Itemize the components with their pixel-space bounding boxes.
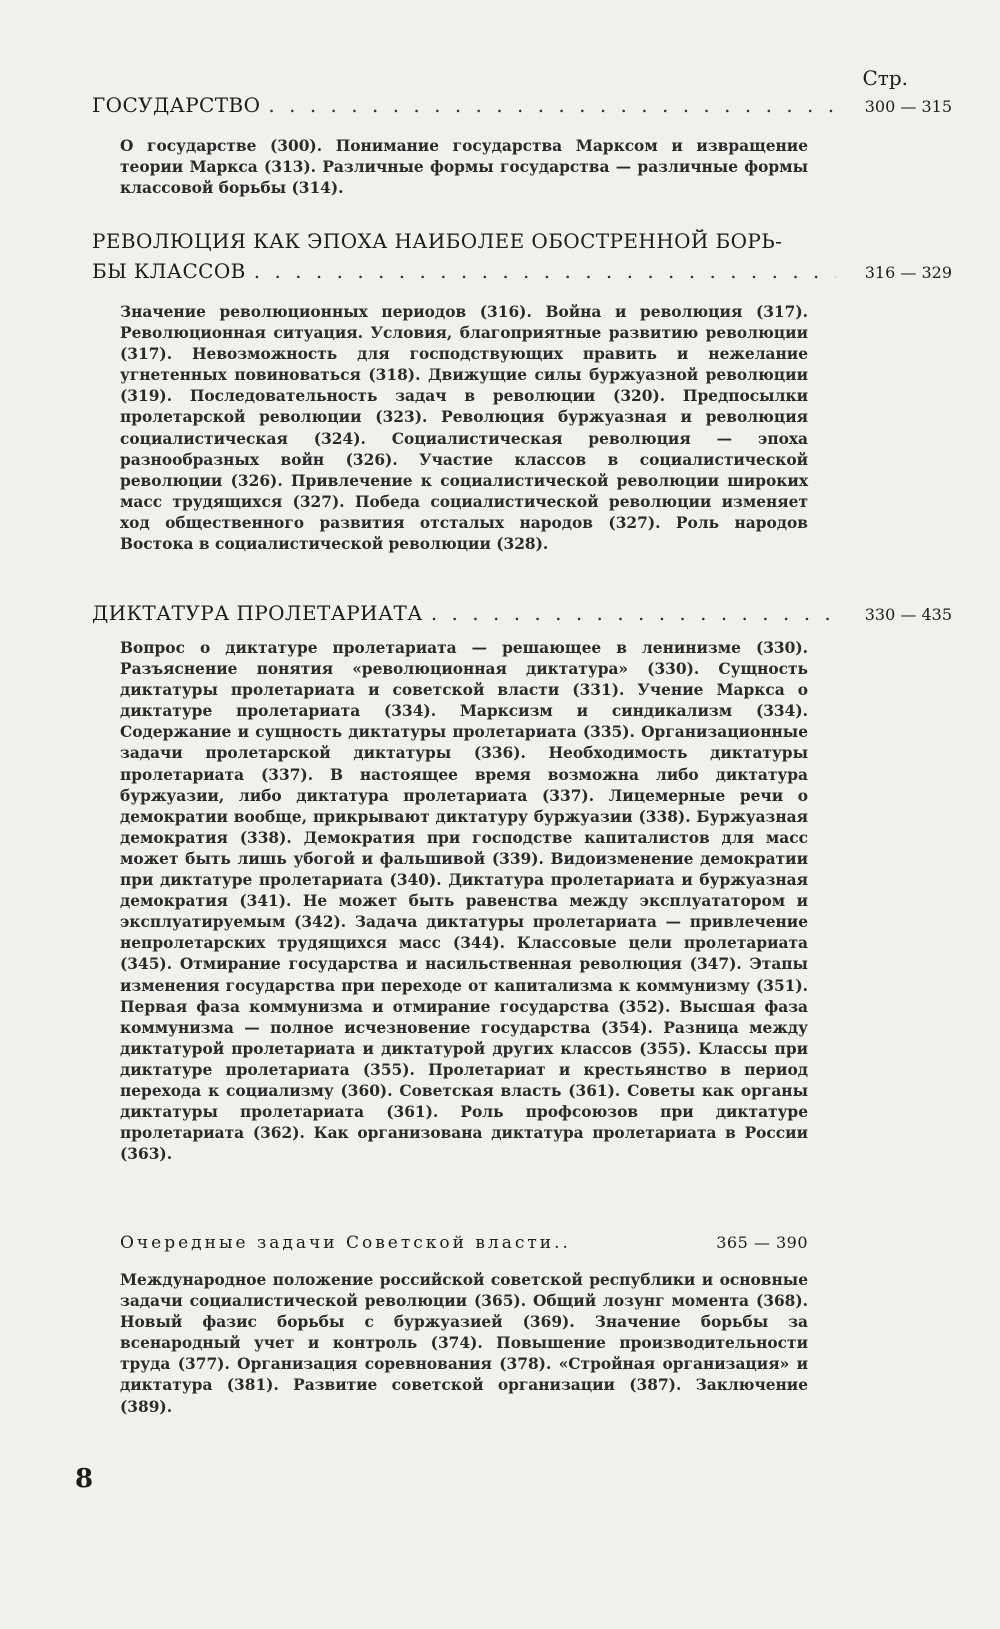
entry-description: Значение революционных периодов (316). Война и революция (317). Революционная ситуация. Условия, благоприятные развитию революции (317). Невозможность для господствующих править и нежелание угнетенных повиноваться (318). Движущие силы буржуазной революции (319). Последовательность задач в революции (320). Предпосылки пролетарской революции (323). Революция буржуазная и революция социалистическая (324). Социалистическая революция — эпоха разнообразных войн (326). Участие классов в социалистической революции (326). Привлечение к социалистической революции широких масс трудящихся (327). Победа социалистической революции изменяет ход общественного развития отсталых народов (327). Роль народов Востока в социалистической революции (328).: [120, 303, 808, 554]
entry-pages: 316 — 329: [864, 263, 952, 282]
leader-dots: [268, 90, 836, 120]
entry-title: ДИКТАТУРА ПРОЛЕТАРИАТА: [92, 601, 423, 625]
subsection-pages: 365 — 390: [716, 1233, 808, 1252]
leader-dots: [254, 256, 836, 286]
page-column-label: Стр.: [862, 66, 908, 90]
subsection-title: Очередные задачи Советской власти..: [120, 1233, 571, 1253]
entry-description: О государстве (300). Понимание государства Марксом и извращение теории Маркса (313). Различные формы государства — различные формы классовой борьбы (314).: [120, 137, 808, 198]
entry-pages: 300 — 315: [864, 97, 952, 116]
entry-title: ГОСУДАРСТВО: [92, 93, 261, 117]
toc-entry-state: [92, 90, 952, 199]
toc-entry-revolution: [92, 226, 952, 555]
subsection-description: Международное положение российской советской республики и основные задачи социалистической революции (365). Общий лозунг момента (368). Новый фазис борьбы с буржуазией (369). Значение борьбы за всенародный учет и контроль (374). Повышение производительности труда (377). Организация соревнования (378). «Стройная организация» и диктатура (381). Развитие советской организации (387). Заключение (389).: [120, 1271, 808, 1416]
entry-pages: 330 — 435: [864, 605, 952, 624]
toc-entry-heading[interactable]: [92, 598, 952, 630]
leader-dots: [431, 598, 836, 628]
subsection-heading[interactable]: [120, 1230, 808, 1256]
entry-title-line2: БЫ КЛАССОВ: [92, 259, 246, 283]
entry-title-line1: РЕВОЛЮЦИЯ КАК ЭПОХА НАИБОЛЕЕ ОБОСТРЕННОЙ БОРЬ-: [92, 229, 783, 253]
toc-subsection: [92, 1230, 952, 1418]
toc-entry-heading[interactable]: [92, 256, 952, 288]
toc-entry-dictatorship: [92, 598, 952, 1165]
page-number: 8: [75, 1464, 94, 1494]
entry-description: Вопрос о диктатуре пролетариата — решающее в ленинизме (330). Разъяснение понятия «революционная диктатура» (330). Сущность диктатуры пролетариата и советской власти (331). Учение Маркса о диктатуре пролетариата (334). Марксизм и синдикализм (334). Содержание и сущность диктатуры пролетариата (335). Организационные задачи пролетарской диктатуры (336). Необходимость диктатуры пролетариата (337). В настоящее время возможна либо диктатура буржуазии, либо диктатура пролетариата (337). Лицемерные речи о демократии вообще, прикрывают диктатуру буржуазии (338). Буржуазная демократия (338). Демократия при господстве капиталистов для масс может быть лишь убогой и фальшивой (339). Видоизменение демократии при диктатуре пролетариата (340). Диктатура пролетариата и буржуазная демократия (341). Не может быть равенства между эксплуататором и эксплуатируемым (342). Задача диктатуры пролетариата — привлечение непролетарских трудящихся масс (344). Классовые цели пролетариата (345). Отмирание государства и насильственная революция (347). Этапы изменения государства при переходе от капитализма к коммунизму (351). Первая фаза коммунизма и отмирание государства (352). Высшая фаза коммунизма — полное исчезновение государства (354). Разница между диктатурой пролетариата и диктатурой других классов (355). Классы при диктатуре пролетариата (355). Пролетариат и крестьянство в период перехода к социализму (360). Советская власть (361). Советы как органы диктатуры пролетариата (361). Роль профсоюзов при диктатуре пролетариата (362). Как организована диктатура пролетариата в России (363).: [120, 639, 808, 1164]
toc-entry-heading[interactable]: [92, 90, 952, 122]
